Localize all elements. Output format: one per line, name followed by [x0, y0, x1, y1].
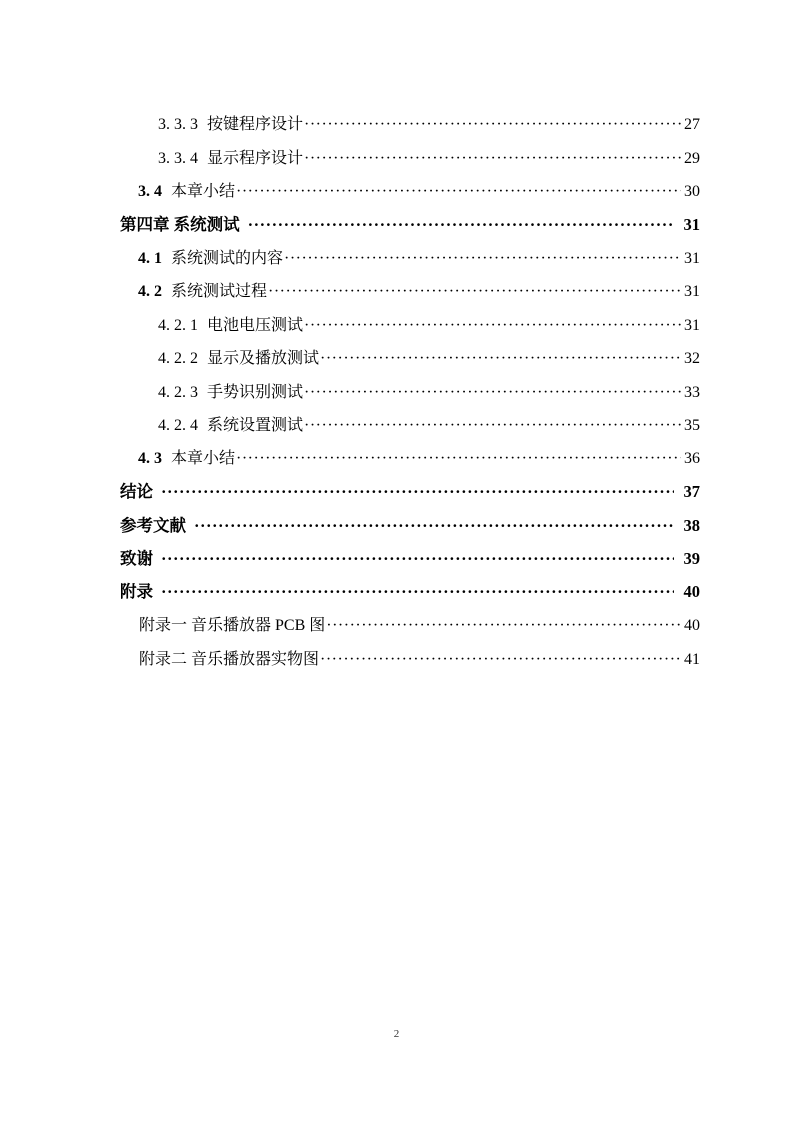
- toc-entry-number: 4. 1: [138, 249, 162, 267]
- toc-entry-page: 31: [684, 249, 700, 267]
- toc-entry-number: 3. 3. 4: [158, 149, 198, 167]
- toc-entry[interactable]: [120, 434, 700, 467]
- toc-entry-title: 附录二 音乐播放器实物图: [139, 650, 320, 668]
- toc-entry-number: 4. 2: [138, 283, 162, 301]
- toc-dot-leader: [304, 385, 681, 401]
- toc-entry-page: 31: [684, 316, 700, 334]
- toc-entry-number: 4. 2. 1: [158, 316, 198, 334]
- toc-entry[interactable]: [120, 367, 700, 400]
- toc-entry[interactable]: [120, 267, 700, 300]
- table-of-contents: [120, 100, 700, 668]
- toc-dot-leader: [304, 318, 681, 334]
- toc-entry-title: 第四章 系统测试: [120, 215, 240, 235]
- toc-dot-leader: [304, 117, 681, 133]
- toc-entry-title: 系统设置测试: [207, 416, 304, 434]
- toc-chapter-entry[interactable]: [120, 567, 700, 600]
- toc-entry-number: 4. 2. 4: [158, 416, 198, 434]
- toc-entry[interactable]: [120, 234, 700, 267]
- toc-entry-title: 附录一 音乐播放器 PCB 图: [139, 617, 326, 635]
- toc-entry-title: 系统测试过程: [171, 283, 268, 301]
- toc-entry-title: 显示程序设计: [207, 149, 304, 167]
- toc-entry-page: 38: [683, 515, 700, 535]
- toc-dot-leader: [326, 618, 681, 634]
- toc-entry-number: 4. 3: [138, 450, 162, 468]
- toc-entry-title: 附录: [120, 582, 153, 602]
- toc-entry-number: 4. 2. 3: [158, 383, 198, 401]
- toc-entry-page: 40: [684, 617, 700, 635]
- toc-dot-leader: [161, 584, 674, 601]
- toc-entry-title: 本章小结: [171, 183, 236, 201]
- toc-dot-leader: [236, 451, 681, 467]
- toc-entry-title: 显示及播放测试: [207, 350, 320, 368]
- toc-entry-page: 29: [684, 149, 700, 167]
- toc-entry-page: 27: [684, 116, 700, 134]
- toc-entry[interactable]: [120, 634, 700, 667]
- toc-entry-page: 41: [684, 650, 700, 668]
- toc-chapter-entry[interactable]: [120, 501, 700, 534]
- toc-entry-title: 系统测试的内容: [171, 249, 284, 267]
- toc-entry-title: 按键程序设计: [207, 116, 304, 134]
- toc-entry[interactable]: [120, 167, 700, 200]
- toc-chapter-entry[interactable]: [120, 467, 700, 500]
- toc-entry-page: 33: [684, 383, 700, 401]
- toc-entry-page: 35: [684, 416, 700, 434]
- toc-entry-page: 36: [684, 450, 700, 468]
- toc-entry-number: 4. 2. 2: [158, 350, 198, 368]
- toc-dot-leader: [304, 151, 681, 167]
- toc-dot-leader: [320, 351, 681, 367]
- toc-entry-title: 结论: [120, 482, 153, 502]
- toc-entry-title: 参考文献: [120, 515, 186, 535]
- toc-entry-page: 37: [683, 482, 700, 502]
- toc-entry-page: 40: [683, 582, 700, 602]
- toc-entry[interactable]: [120, 133, 700, 166]
- toc-entry-page: 30: [684, 183, 700, 201]
- toc-entry-number: 3. 3. 3: [158, 116, 198, 134]
- toc-dot-leader: [161, 484, 674, 501]
- toc-entry-page: 31: [684, 283, 700, 301]
- toc-entry[interactable]: [120, 401, 700, 434]
- toc-entry-page: 39: [683, 548, 700, 568]
- toc-entry[interactable]: [120, 601, 700, 634]
- toc-entry[interactable]: [120, 300, 700, 333]
- toc-entry-title: 致谢: [120, 548, 153, 568]
- toc-dot-leader: [284, 251, 681, 267]
- toc-chapter-entry[interactable]: [120, 200, 700, 233]
- page-number: 2: [393, 1028, 400, 1040]
- toc-dot-leader: [320, 652, 681, 668]
- toc-dot-leader: [248, 217, 674, 234]
- toc-entry-title: 手势识别测试: [207, 383, 304, 401]
- toc-dot-leader: [268, 284, 681, 300]
- toc-entry-title: 电池电压测试: [207, 316, 304, 334]
- toc-entry-page: 32: [684, 350, 700, 368]
- toc-entry[interactable]: [120, 100, 700, 133]
- toc-dot-leader: [304, 418, 681, 434]
- toc-entry-number: 3. 4: [138, 183, 162, 201]
- toc-chapter-entry[interactable]: [120, 534, 700, 567]
- toc-dot-leader: [236, 184, 681, 200]
- toc-dot-leader: [194, 518, 674, 535]
- toc-entry-page: 31: [683, 215, 700, 235]
- toc-entry[interactable]: [120, 334, 700, 367]
- toc-dot-leader: [161, 551, 674, 568]
- toc-entry-title: 本章小结: [171, 450, 236, 468]
